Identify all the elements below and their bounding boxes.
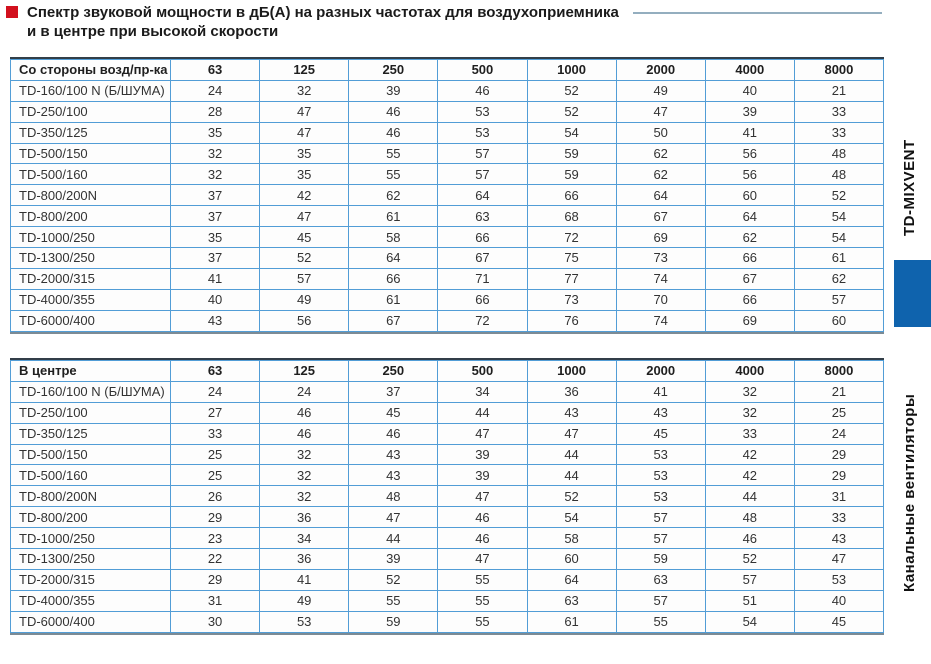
table-row (11, 465, 884, 486)
frequency-header: 4000 (705, 361, 794, 382)
value-cell: 31 (794, 486, 883, 507)
value-cell: 29 (171, 569, 260, 590)
value-cell: 39 (349, 549, 438, 570)
value-cell: 54 (794, 227, 883, 248)
value-cell: 72 (527, 227, 616, 248)
value-cell: 67 (705, 268, 794, 289)
model-label-cell: TD-500/150 (11, 444, 171, 465)
value-cell: 41 (171, 268, 260, 289)
table-center-wrap (10, 358, 884, 635)
value-cell: 59 (527, 143, 616, 164)
value-cell: 52 (705, 549, 794, 570)
value-cell: 52 (260, 248, 349, 269)
frequency-header: 250 (349, 60, 438, 81)
value-cell: 57 (438, 143, 527, 164)
value-cell: 43 (527, 402, 616, 423)
value-cell: 39 (705, 101, 794, 122)
value-cell: 40 (705, 80, 794, 101)
value-cell: 66 (438, 289, 527, 310)
value-cell: 53 (438, 122, 527, 143)
value-cell: 61 (527, 611, 616, 632)
table-row (11, 381, 884, 402)
value-cell: 42 (705, 444, 794, 465)
value-cell: 61 (349, 206, 438, 227)
value-cell: 44 (438, 402, 527, 423)
model-label-cell: TD-800/200N (11, 185, 171, 206)
value-cell: 21 (794, 381, 883, 402)
table-row (11, 611, 884, 632)
value-cell: 44 (705, 486, 794, 507)
value-cell: 40 (794, 590, 883, 611)
value-cell: 55 (438, 611, 527, 632)
frequency-header: 4000 (705, 60, 794, 81)
table-row (11, 402, 884, 423)
value-cell: 23 (171, 528, 260, 549)
value-cell: 64 (705, 206, 794, 227)
frequency-header: 1000 (527, 361, 616, 382)
value-cell: 66 (527, 185, 616, 206)
table-row (11, 143, 884, 164)
table-row (11, 164, 884, 185)
value-cell: 33 (794, 507, 883, 528)
section-title-block (6, 3, 884, 41)
value-cell: 46 (438, 80, 527, 101)
table-center (10, 360, 884, 633)
model-label-cell: TD-800/200 (11, 507, 171, 528)
model-label-cell: TD-160/100 N (Б/ШУМА) (11, 80, 171, 101)
value-cell: 29 (171, 507, 260, 528)
model-label-cell: TD-1300/250 (11, 549, 171, 570)
value-cell: 52 (527, 80, 616, 101)
value-cell: 40 (171, 289, 260, 310)
value-cell: 32 (705, 381, 794, 402)
value-cell: 36 (260, 549, 349, 570)
title-rule-line (633, 12, 882, 14)
model-label-cell: TD-1000/250 (11, 528, 171, 549)
model-label-cell: TD-500/150 (11, 143, 171, 164)
value-cell: 42 (260, 185, 349, 206)
value-cell: 64 (349, 248, 438, 269)
value-cell: 47 (260, 206, 349, 227)
value-cell: 48 (794, 143, 883, 164)
value-cell: 54 (794, 206, 883, 227)
frequency-header: 1000 (527, 60, 616, 81)
value-cell: 54 (527, 122, 616, 143)
value-cell: 59 (616, 549, 705, 570)
model-label-cell: TD-500/160 (11, 164, 171, 185)
value-cell: 54 (705, 611, 794, 632)
value-cell: 37 (171, 206, 260, 227)
value-cell: 30 (171, 611, 260, 632)
model-label-cell: TD-250/100 (11, 101, 171, 122)
table-row (11, 206, 884, 227)
value-cell: 53 (438, 101, 527, 122)
value-cell: 45 (349, 402, 438, 423)
value-cell: 35 (260, 143, 349, 164)
value-cell: 64 (527, 569, 616, 590)
value-cell: 50 (616, 122, 705, 143)
value-cell: 62 (794, 268, 883, 289)
table-row (11, 185, 884, 206)
sidebar-category-label: Канальные вентиляторы (901, 393, 918, 593)
value-cell: 46 (349, 423, 438, 444)
value-cell: 24 (794, 423, 883, 444)
value-cell: 74 (616, 268, 705, 289)
value-cell: 45 (794, 611, 883, 632)
value-cell: 60 (794, 310, 883, 331)
value-cell: 47 (794, 549, 883, 570)
value-cell: 46 (438, 507, 527, 528)
value-cell: 77 (527, 268, 616, 289)
value-cell: 47 (260, 101, 349, 122)
value-cell: 37 (171, 185, 260, 206)
model-label-cell: TD-6000/400 (11, 611, 171, 632)
value-cell: 32 (260, 486, 349, 507)
value-cell: 57 (438, 164, 527, 185)
value-cell: 57 (616, 507, 705, 528)
value-cell: 29 (794, 465, 883, 486)
frequency-header: 500 (438, 361, 527, 382)
value-cell: 53 (616, 486, 705, 507)
frequency-header: 125 (260, 60, 349, 81)
table-row (11, 569, 884, 590)
value-cell: 22 (171, 549, 260, 570)
value-cell: 49 (260, 590, 349, 611)
value-cell: 21 (794, 80, 883, 101)
value-cell: 44 (527, 465, 616, 486)
value-cell: 60 (527, 549, 616, 570)
value-cell: 35 (171, 122, 260, 143)
value-cell: 63 (616, 569, 705, 590)
frequency-header: 8000 (794, 361, 883, 382)
value-cell: 49 (260, 289, 349, 310)
frequency-header: 63 (171, 60, 260, 81)
value-cell: 46 (438, 528, 527, 549)
value-cell: 45 (616, 423, 705, 444)
value-cell: 35 (171, 227, 260, 248)
value-cell: 68 (527, 206, 616, 227)
value-cell: 37 (171, 248, 260, 269)
value-cell: 39 (438, 444, 527, 465)
value-cell: 45 (260, 227, 349, 248)
model-label-cell: TD-1300/250 (11, 248, 171, 269)
value-cell: 57 (260, 268, 349, 289)
value-cell: 55 (349, 143, 438, 164)
sidebar-blue-square (894, 260, 931, 327)
value-cell: 67 (438, 248, 527, 269)
value-cell: 66 (349, 268, 438, 289)
value-cell: 67 (616, 206, 705, 227)
value-cell: 56 (705, 164, 794, 185)
frequency-header: 500 (438, 60, 527, 81)
value-cell: 48 (794, 164, 883, 185)
model-label-cell: TD-800/200N (11, 486, 171, 507)
frequency-header: 63 (171, 361, 260, 382)
value-cell: 36 (527, 381, 616, 402)
value-cell: 55 (438, 569, 527, 590)
value-cell: 66 (705, 289, 794, 310)
value-cell: 47 (616, 101, 705, 122)
value-cell: 26 (171, 486, 260, 507)
value-cell: 46 (349, 122, 438, 143)
page-title-line1: Спектр звуковой мощности в дБ(А) на разных частотах для воздухоприемника (27, 4, 619, 21)
value-cell: 28 (171, 101, 260, 122)
model-label-cell: TD-1000/250 (11, 227, 171, 248)
value-cell: 35 (260, 164, 349, 185)
model-label-cell: TD-2000/315 (11, 569, 171, 590)
value-cell: 73 (527, 289, 616, 310)
frequency-header: 250 (349, 361, 438, 382)
value-cell: 58 (527, 528, 616, 549)
value-cell: 52 (527, 101, 616, 122)
value-cell: 44 (349, 528, 438, 549)
value-cell: 41 (616, 381, 705, 402)
value-cell: 64 (438, 185, 527, 206)
row-label-header: В центре (11, 361, 171, 382)
value-cell: 57 (616, 590, 705, 611)
value-cell: 47 (260, 122, 349, 143)
value-cell: 70 (616, 289, 705, 310)
frequency-header: 2000 (616, 361, 705, 382)
value-cell: 27 (171, 402, 260, 423)
value-cell: 47 (438, 486, 527, 507)
value-cell: 72 (438, 310, 527, 331)
value-cell: 53 (260, 611, 349, 632)
value-cell: 62 (616, 143, 705, 164)
value-cell: 32 (260, 444, 349, 465)
table-row (11, 528, 884, 549)
table-row (11, 549, 884, 570)
value-cell: 66 (438, 227, 527, 248)
value-cell: 29 (794, 444, 883, 465)
model-label-cell: TD-350/125 (11, 423, 171, 444)
value-cell: 53 (616, 465, 705, 486)
table-row (11, 310, 884, 331)
value-cell: 47 (438, 549, 527, 570)
value-cell: 60 (705, 185, 794, 206)
table-row (11, 444, 884, 465)
table-row (11, 423, 884, 444)
table-row (11, 289, 884, 310)
value-cell: 75 (527, 248, 616, 269)
value-cell: 63 (438, 206, 527, 227)
table-inlet-side (10, 59, 884, 332)
section-title (27, 3, 884, 41)
value-cell: 73 (616, 248, 705, 269)
value-cell: 47 (438, 423, 527, 444)
value-cell: 43 (616, 402, 705, 423)
table-row (11, 507, 884, 528)
frequency-header: 8000 (794, 60, 883, 81)
model-label-cell: TD-350/125 (11, 122, 171, 143)
value-cell: 55 (349, 590, 438, 611)
value-cell: 34 (260, 528, 349, 549)
value-cell: 33 (794, 101, 883, 122)
value-cell: 43 (349, 465, 438, 486)
value-cell: 33 (171, 423, 260, 444)
value-cell: 61 (794, 248, 883, 269)
value-cell: 52 (349, 569, 438, 590)
value-cell: 71 (438, 268, 527, 289)
value-cell: 57 (705, 569, 794, 590)
value-cell: 56 (705, 143, 794, 164)
value-cell: 56 (260, 310, 349, 331)
model-label-cell: TD-500/160 (11, 465, 171, 486)
value-cell: 51 (705, 590, 794, 611)
value-cell: 32 (260, 465, 349, 486)
value-cell: 48 (705, 507, 794, 528)
value-cell: 47 (527, 423, 616, 444)
value-cell: 63 (527, 590, 616, 611)
value-cell: 52 (794, 185, 883, 206)
model-label-cell: TD-2000/315 (11, 268, 171, 289)
table-row (11, 80, 884, 101)
red-square-bullet-icon (6, 6, 18, 18)
value-cell: 34 (438, 381, 527, 402)
value-cell: 25 (171, 444, 260, 465)
value-cell: 46 (260, 423, 349, 444)
value-cell: 24 (171, 381, 260, 402)
table-row (11, 122, 884, 143)
value-cell: 53 (794, 569, 883, 590)
value-cell: 24 (260, 381, 349, 402)
value-cell: 55 (616, 611, 705, 632)
value-cell: 62 (616, 164, 705, 185)
table-row (11, 268, 884, 289)
value-cell: 58 (349, 227, 438, 248)
model-label-cell: TD-160/100 N (Б/ШУМА) (11, 381, 171, 402)
table-inlet-side-wrap (10, 57, 884, 334)
value-cell: 42 (705, 465, 794, 486)
value-cell: 41 (705, 122, 794, 143)
value-cell: 39 (438, 465, 527, 486)
header-row (11, 361, 884, 382)
value-cell: 74 (616, 310, 705, 331)
value-cell: 52 (527, 486, 616, 507)
value-cell: 41 (260, 569, 349, 590)
value-cell: 46 (260, 402, 349, 423)
value-cell: 61 (349, 289, 438, 310)
table-row (11, 227, 884, 248)
value-cell: 48 (349, 486, 438, 507)
model-label-cell: TD-6000/400 (11, 310, 171, 331)
value-cell: 46 (705, 528, 794, 549)
value-cell: 69 (705, 310, 794, 331)
value-cell: 32 (705, 402, 794, 423)
value-cell: 43 (171, 310, 260, 331)
value-cell: 32 (171, 143, 260, 164)
page-title-line2: и в центре при высокой скорости (27, 23, 279, 40)
value-cell: 49 (616, 80, 705, 101)
table-row (11, 486, 884, 507)
sidebar-series-label: TD-MIXVENT (901, 139, 918, 236)
model-label-cell: TD-4000/355 (11, 289, 171, 310)
value-cell: 57 (794, 289, 883, 310)
value-cell: 33 (794, 122, 883, 143)
value-cell: 57 (616, 528, 705, 549)
table-row (11, 590, 884, 611)
value-cell: 25 (794, 402, 883, 423)
value-cell: 67 (349, 310, 438, 331)
value-cell: 47 (349, 507, 438, 528)
value-cell: 69 (616, 227, 705, 248)
value-cell: 33 (705, 423, 794, 444)
value-cell: 36 (260, 507, 349, 528)
value-cell: 59 (349, 611, 438, 632)
value-cell: 55 (349, 164, 438, 185)
value-cell: 43 (349, 444, 438, 465)
header-row (11, 60, 884, 81)
value-cell: 53 (616, 444, 705, 465)
value-cell: 43 (794, 528, 883, 549)
value-cell: 39 (349, 80, 438, 101)
value-cell: 66 (705, 248, 794, 269)
value-cell: 32 (260, 80, 349, 101)
value-cell: 76 (527, 310, 616, 331)
value-cell: 31 (171, 590, 260, 611)
value-cell: 59 (527, 164, 616, 185)
value-cell: 25 (171, 465, 260, 486)
value-cell: 62 (705, 227, 794, 248)
row-label-header: Со стороны возд/пр-ка (11, 60, 171, 81)
table-row (11, 248, 884, 269)
value-cell: 44 (527, 444, 616, 465)
value-cell: 32 (171, 164, 260, 185)
frequency-header: 125 (260, 361, 349, 382)
table-row (11, 101, 884, 122)
model-label-cell: TD-4000/355 (11, 590, 171, 611)
value-cell: 64 (616, 185, 705, 206)
value-cell: 62 (349, 185, 438, 206)
model-label-cell: TD-250/100 (11, 402, 171, 423)
frequency-header: 2000 (616, 60, 705, 81)
value-cell: 24 (171, 80, 260, 101)
value-cell: 55 (438, 590, 527, 611)
value-cell: 37 (349, 381, 438, 402)
value-cell: 54 (527, 507, 616, 528)
value-cell: 46 (349, 101, 438, 122)
model-label-cell: TD-800/200 (11, 206, 171, 227)
